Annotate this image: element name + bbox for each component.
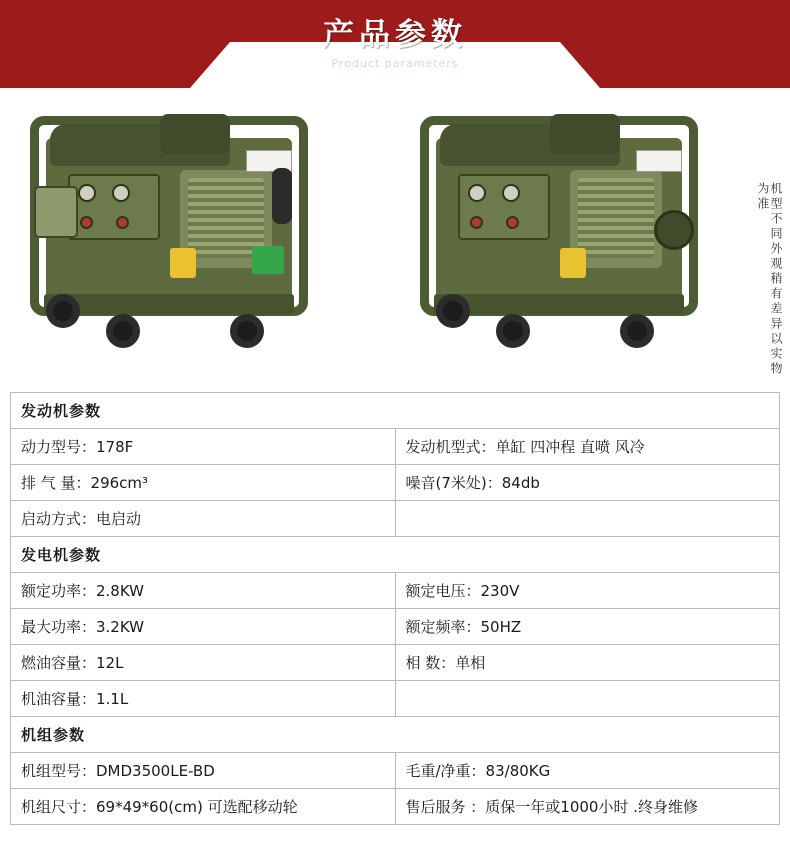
- generator-handle: [272, 168, 292, 224]
- generator-spec-sticker: [636, 150, 682, 172]
- generator-gauge-icon: [78, 184, 96, 202]
- generator-exhaust-fan: [654, 210, 694, 250]
- generator-knob-icon: [470, 216, 483, 229]
- generator-tank-cap-box: [160, 114, 230, 154]
- generator-control-panel: [458, 174, 550, 240]
- cell-after-sales: 售后服务 ：质保一年或1000小时 .终身维修: [395, 789, 780, 825]
- product-photo-gallery: [0, 88, 790, 388]
- generator-gauge-icon: [468, 184, 486, 202]
- section-heading-alternator: 发电机参数: [11, 537, 780, 573]
- disclaimer-note: 机型不同外观稍有差异以实物为准: [755, 182, 783, 377]
- table-section-row: [11, 717, 780, 753]
- generator-air-filter: [34, 186, 78, 238]
- generator-green-tag: [252, 246, 284, 274]
- product-photo-right: [410, 98, 710, 373]
- cell-rated-frequency: 额定频率：50HZ: [395, 609, 780, 645]
- cell-rated-power: 额定功率：2.8KW: [11, 573, 396, 609]
- generator-knob-icon: [80, 216, 93, 229]
- table-row: [11, 681, 780, 717]
- cell-weight: 毛重/净重：83/80KG: [395, 753, 780, 789]
- cell-dimensions: 机组尺寸：69*49*60(cm) 可选配移动轮: [11, 789, 396, 825]
- table-row: [11, 609, 780, 645]
- generator-control-panel: [68, 174, 160, 240]
- generator-knob-icon: [116, 216, 129, 229]
- table-row: [11, 465, 780, 501]
- cell-engine-type: 发动机型式：单缸 四冲程 直喷 风冷: [395, 429, 780, 465]
- table-row: [11, 501, 780, 537]
- table-section-row: [11, 537, 780, 573]
- generator-base-rail: [44, 294, 294, 314]
- cell-phase: 相 数：单相: [395, 645, 780, 681]
- table-row: [11, 429, 780, 465]
- generator-yellow-tag: [170, 248, 196, 278]
- table-row: [11, 573, 780, 609]
- generator-gauge-icon: [502, 184, 520, 202]
- spec-table: [10, 392, 780, 825]
- table-row: [11, 789, 780, 825]
- page-banner: [0, 0, 790, 88]
- cell-max-power: 最大功率：3.2KW: [11, 609, 396, 645]
- generator-yellow-tag: [560, 248, 586, 278]
- generator-knob-icon: [506, 216, 519, 229]
- cell-empty: [395, 681, 780, 717]
- banner-text-group: [0, 0, 790, 88]
- generator-gauge-icon: [112, 184, 130, 202]
- generator-wheel: [46, 294, 80, 328]
- table-row: [11, 753, 780, 789]
- cell-fuel-capacity: 燃油容量：12L: [11, 645, 396, 681]
- cell-genset-model: 机组型号：DMD3500LE-BD: [11, 753, 396, 789]
- generator-wheel: [620, 314, 654, 348]
- cell-oil-capacity: 机油容量：1.1L: [11, 681, 396, 717]
- generator-wheel: [496, 314, 530, 348]
- cell-empty: [395, 501, 780, 537]
- page-subtitle: Product parameters: [331, 56, 459, 70]
- section-heading-engine: 发动机参数: [11, 393, 780, 429]
- table-section-row: [11, 393, 780, 429]
- cell-start-mode: 启动方式：电启动: [11, 501, 396, 537]
- generator-tank-cap-box: [550, 114, 620, 154]
- generator-illustration: [20, 98, 320, 373]
- generator-wheel: [230, 314, 264, 348]
- spec-table-wrapper: [10, 392, 780, 825]
- generator-wheel: [106, 314, 140, 348]
- cell-power-model: 动力型号：178F: [11, 429, 396, 465]
- section-heading-genset: 机组参数: [11, 717, 780, 753]
- cell-displacement: 排 气 量：296cm³: [11, 465, 396, 501]
- cell-noise: 噪音(7米处)：84db: [395, 465, 780, 501]
- page-title: 产品参数: [323, 17, 467, 54]
- cell-rated-voltage: 额定电压：230V: [395, 573, 780, 609]
- generator-illustration: [410, 98, 710, 373]
- table-row: [11, 645, 780, 681]
- product-photo-left: [20, 98, 320, 373]
- generator-wheel: [436, 294, 470, 328]
- generator-base-rail: [434, 294, 684, 314]
- generator-cooling-fins: [578, 178, 654, 258]
